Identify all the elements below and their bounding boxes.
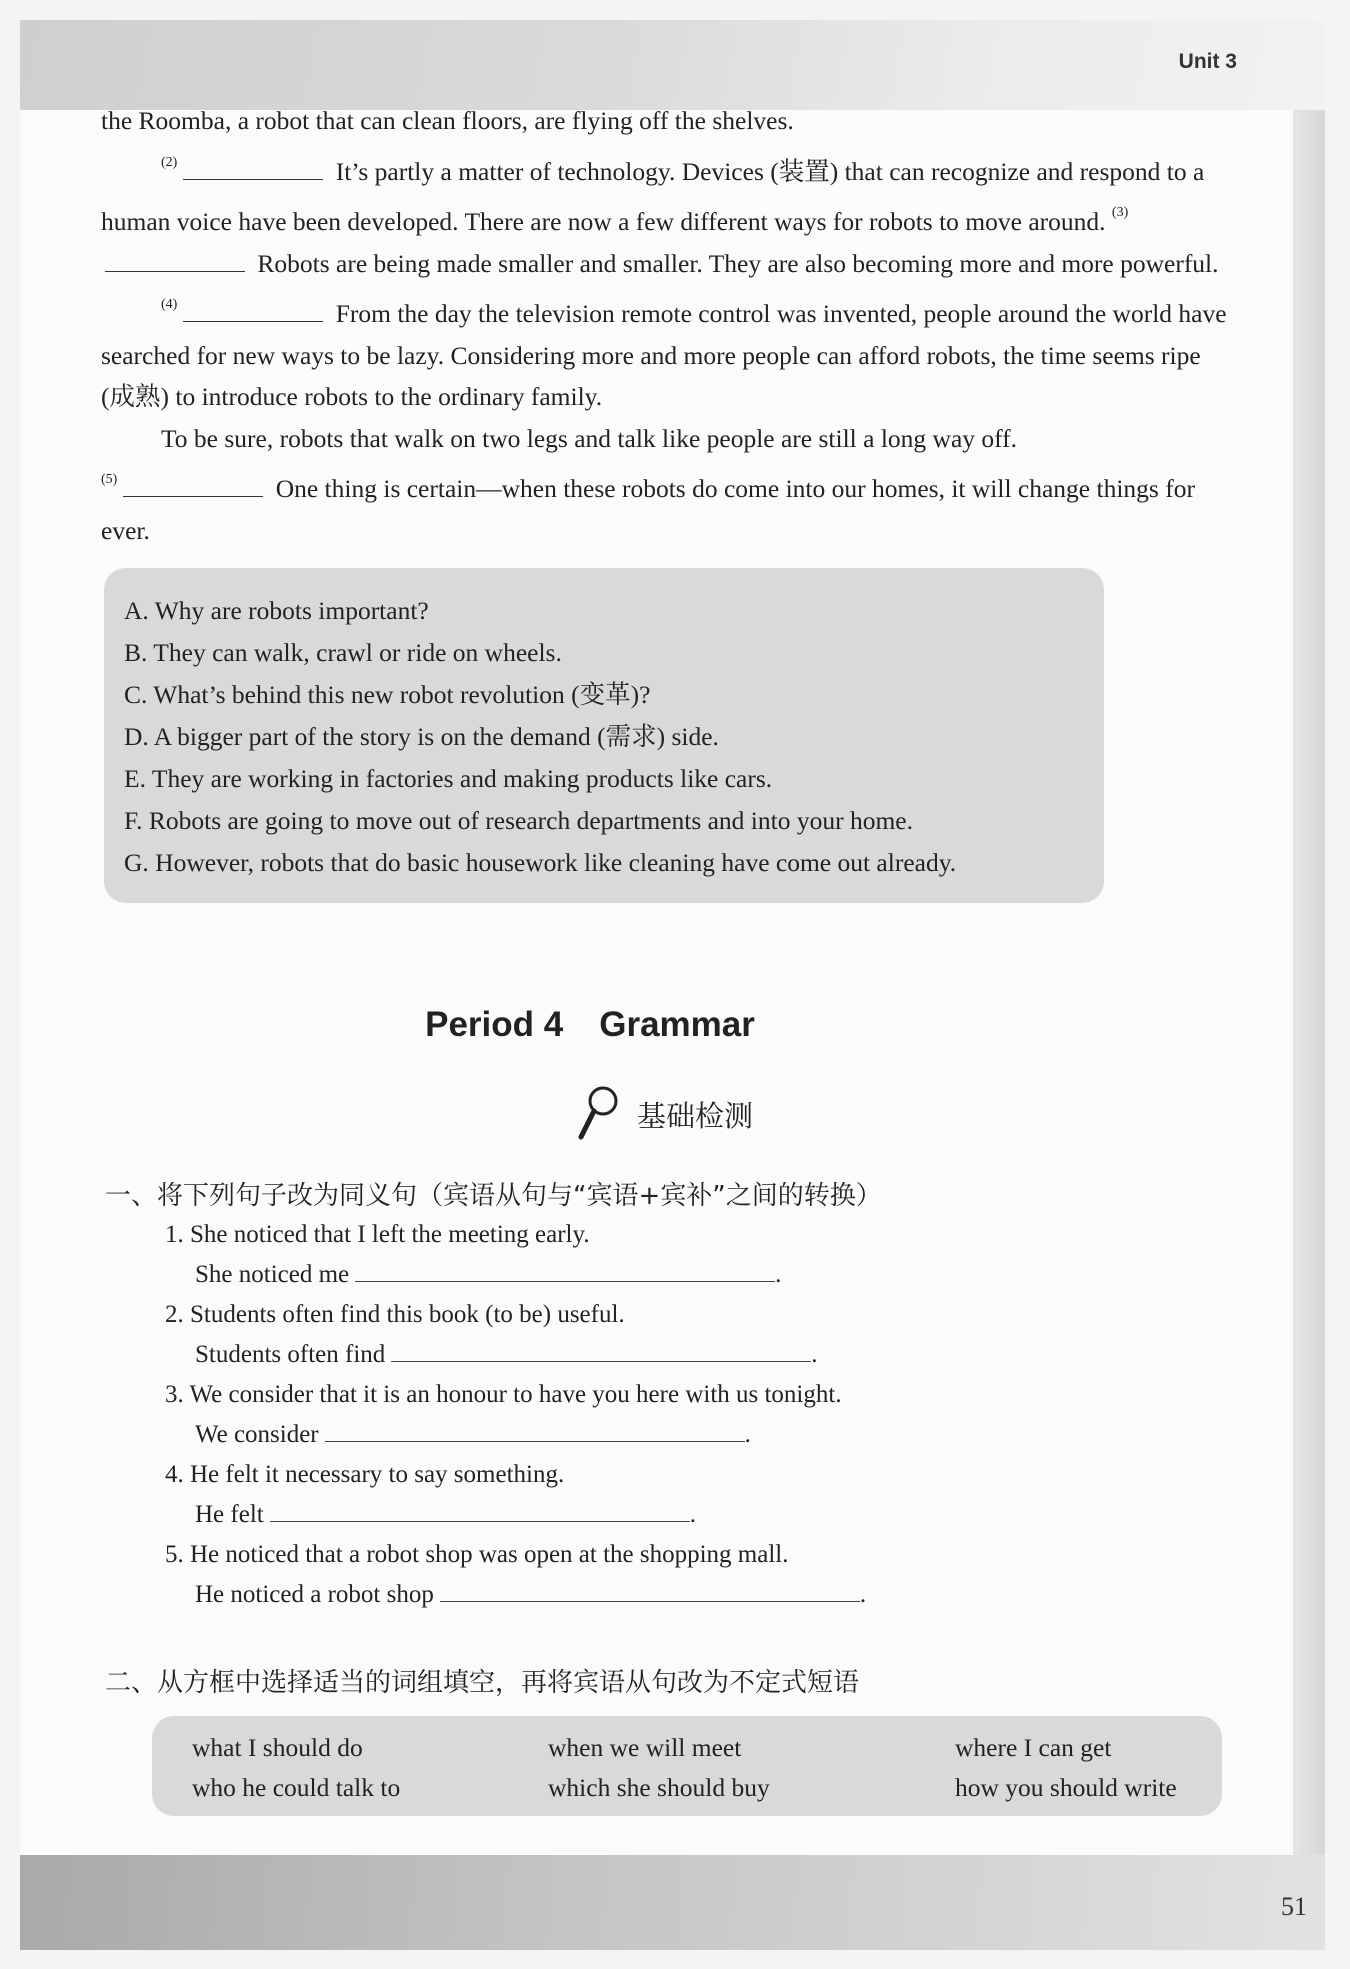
paragraph-2-text: It’s partly a matter of technology. Devices (装置) that can recognize and respond to a human voice have been developed. There are now a few different ways for robots to move around. <box>101 156 1205 236</box>
period-number: Period 4 <box>425 1005 564 1044</box>
answer-blank-4[interactable] <box>183 297 323 322</box>
options-list <box>104 568 1104 884</box>
phrase-item: where I can get <box>955 1733 1112 1762</box>
option-f: F. Robots are going to move out of research departments and into your home. <box>124 806 913 835</box>
passage-line-1: the Roomba, a robot that can clean floors, are flying off the shelves. <box>101 106 794 135</box>
passage-paragraph-5: To be sure, robots that walk on two legs and talk like people are still a long way off. <box>161 423 1018 453</box>
period-title <box>0 1005 1180 1045</box>
exercise-question-3: 3. We consider that it is an honour to have you here with us tonight. <box>165 1381 842 1408</box>
options-box <box>104 568 1104 903</box>
phrase-item: how you should write <box>955 1773 1177 1802</box>
exercise-question-5: 5. He noticed that a robot shop was open at the shopping mall. <box>165 1541 789 1568</box>
header-band <box>20 20 1325 110</box>
exercise-stem-2: Students often find . <box>195 1341 818 1368</box>
answer-blank-q3[interactable] <box>325 1419 745 1442</box>
passage-paragraph-5b <box>101 459 1241 551</box>
answer-blank-q2[interactable] <box>391 1339 811 1362</box>
blank-number-3: (3) <box>1111 205 1129 220</box>
answer-blank-q1[interactable] <box>355 1259 775 1282</box>
passage-paragraph-4 <box>101 284 1241 418</box>
section-title: 基础检测 <box>637 1099 754 1133</box>
paragraph-3-text: Robots are being made smaller and smaller. They are also becoming more and more powerful. <box>257 248 1219 278</box>
phrase-item: which she should buy <box>548 1773 770 1802</box>
option-d: D. A bigger part of the story is on the demand (需求) side. <box>124 722 719 751</box>
part1-heading: 一、将下列句子改为同义句（宾语从句与“宾语+宾补”之间的转换） <box>105 1181 882 1211</box>
page-edge-strip <box>1293 110 1325 1880</box>
exercise-stem-3: We consider . <box>195 1421 751 1448</box>
footer-band <box>20 1855 1325 1950</box>
blank-number-4: (4) <box>161 297 178 312</box>
option-c: C. What’s behind this new robot revolution (变革)? <box>124 680 651 709</box>
stem-text-5: He noticed a robot shop <box>195 1581 434 1608</box>
answer-blank-5[interactable] <box>123 472 263 497</box>
option-g: G. However, robots that do basic housework like cleaning have come out already. <box>124 848 957 877</box>
answer-blank-2[interactable] <box>183 155 323 180</box>
option-e: E. They are working in factories and making products like cars. <box>124 764 773 793</box>
paragraph-4-text: From the day the television remote control was invented, people around the world have searched for new ways to be lazy. Considering more and more people can afford robots, the time seems ripe (成熟) to introduce robots to the ordinary family. <box>101 299 1227 411</box>
exercise-question-2: 2. Students often find this book (to be) useful. <box>165 1301 625 1328</box>
stem-text-3: We consider <box>195 1421 319 1448</box>
exercise-question-1: 1. She noticed that I left the meeting early. <box>165 1221 590 1248</box>
answer-blank-q4[interactable] <box>270 1499 690 1522</box>
phrase-item: when we will meet <box>548 1733 742 1762</box>
stem-text-2: Students often find <box>195 1341 386 1368</box>
phrase-column-1 <box>192 1728 400 1808</box>
page-number: 51 <box>1281 1892 1307 1921</box>
blank-number-2: (2) <box>161 154 178 170</box>
period-name: Grammar <box>599 1005 755 1044</box>
blank-number-5: (5) <box>101 472 118 487</box>
phrase-item: what I should do <box>192 1733 363 1762</box>
reading-passage <box>101 100 1241 551</box>
exercise-question-4: 4. He felt it necessary to say something. <box>165 1461 565 1488</box>
option-a: A. Why are robots important? <box>124 596 429 625</box>
stem-text-4: He felt <box>195 1501 264 1528</box>
part2-heading: 二、从方框中选择适当的词组填空，再将宾语从句改为不定式短语 <box>105 1668 860 1698</box>
phrase-column-2 <box>548 1728 770 1808</box>
exercise-stem-4: He felt . <box>195 1501 696 1528</box>
phrase-column-3 <box>955 1728 1177 1808</box>
paragraph-5-text: One thing is certain—when these robots do come into our homes, it will change things for ever. <box>101 474 1195 545</box>
stem-text-1: She noticed me <box>195 1261 350 1288</box>
exercise-stem-5: He noticed a robot shop . <box>195 1581 867 1608</box>
part1-exercise <box>165 1215 1165 1615</box>
phrase-box <box>152 1716 1222 1816</box>
phrase-item: who he could talk to <box>192 1773 401 1802</box>
answer-blank-3[interactable] <box>105 247 245 272</box>
magnifier-icon <box>575 1082 623 1142</box>
unit-label: Unit 3 <box>1178 50 1237 73</box>
exercise-stem-1: She noticed me . <box>195 1261 782 1288</box>
option-b: B. They can walk, crawl or ride on wheels. <box>124 638 562 667</box>
answer-blank-q5[interactable] <box>440 1579 860 1602</box>
passage-paragraph-2 <box>101 142 1241 285</box>
